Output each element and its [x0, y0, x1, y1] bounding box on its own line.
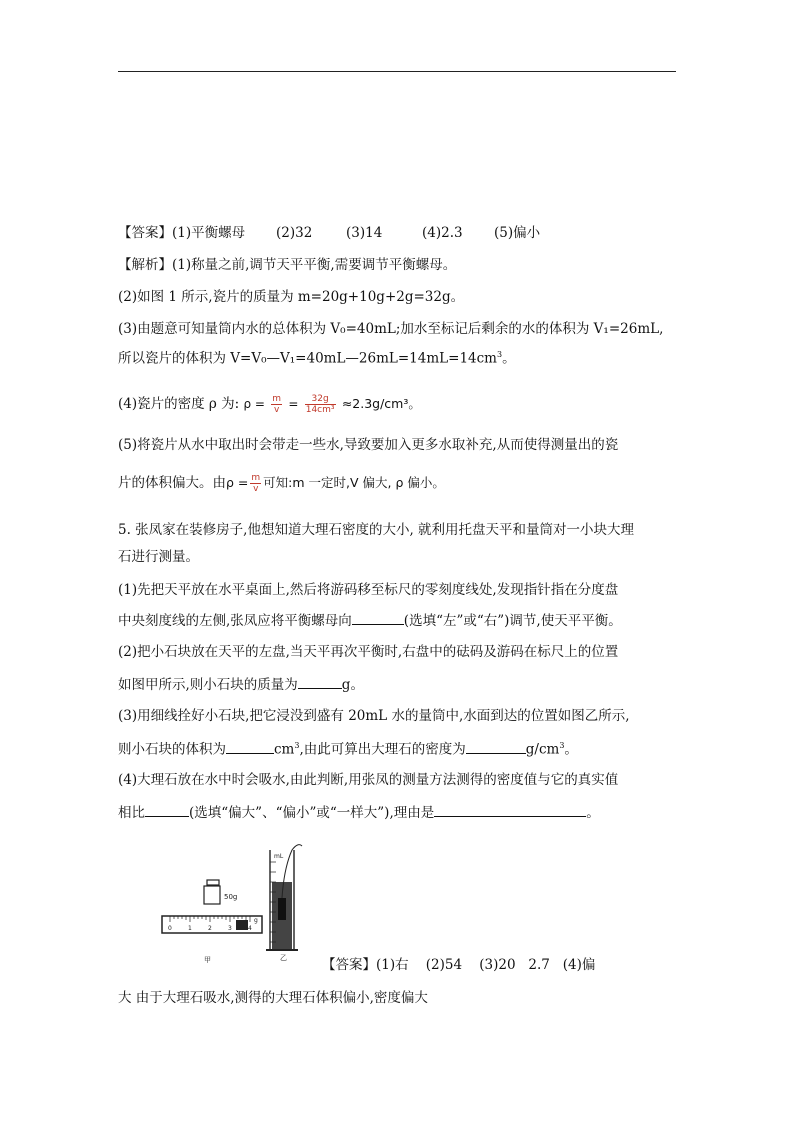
- answer-5-line-2: 大 由于大理石吸水,测得的大理石体积偏小,密度偏大: [118, 990, 428, 1006]
- rho-symbol: ρ =: [226, 475, 249, 490]
- answer-blank[interactable]: [466, 739, 526, 754]
- analysis-label: 【解析】: [118, 257, 172, 273]
- scale-tick-label: 0: [168, 925, 172, 932]
- question-text: g。: [341, 677, 364, 693]
- answer-5-line-1: [322, 955, 595, 975]
- answer-blank[interactable]: [226, 739, 274, 754]
- rho-symbol: ρ =: [243, 397, 265, 411]
- fraction-denominator: 14cm³: [305, 405, 335, 415]
- question-text: (选填“左”或“右”)调节,使天平平衡。: [403, 613, 622, 629]
- question-5-part-1b: [118, 610, 622, 631]
- analysis-line-4: [118, 345, 516, 369]
- weight-label: 50g: [224, 893, 238, 901]
- header-rule: [118, 71, 676, 72]
- analysis-text: 。: [502, 350, 516, 367]
- answer-text: (1)右 (2)54 (3)20 2.7 (4)偏: [376, 957, 596, 973]
- fraction-32-over-14: [305, 394, 336, 415]
- equals-sign: =: [288, 397, 299, 411]
- analysis-line-3: (3)由题意可知量筒内水的总体积为 V₀=40mL;加水至标记后剩余的水的体积为 V₁=26mL,: [118, 321, 664, 337]
- superscript: 3: [559, 741, 565, 750]
- analysis-line-7: [118, 473, 445, 494]
- answer-label: 【答案】: [322, 957, 376, 973]
- question-text: 相比: [118, 805, 145, 821]
- answer-4: [118, 223, 540, 243]
- analysis-line-2: (2)如图 1 所示,瓷片的质量为 m=20g+10g+2g=32g。: [118, 289, 465, 305]
- fraction-m-over-v: [271, 394, 282, 415]
- fraction-denominator: v: [274, 405, 280, 415]
- analysis-line-1: [118, 255, 456, 275]
- scale-tick-label: 3: [228, 925, 232, 932]
- figure-label-a: 甲: [204, 956, 211, 964]
- graduated-cylinder-icon: [266, 845, 302, 962]
- figure-label-b: 乙: [280, 954, 287, 962]
- unit-text: cm: [274, 741, 295, 758]
- fraction-denominator: v: [253, 484, 259, 494]
- scale-tick-label: 4: [248, 925, 252, 932]
- question-text: 则小石块的体积为: [118, 741, 226, 758]
- fraction-m-over-v: [250, 473, 261, 494]
- question-5-part-4a: (4)大理石放在水中时会吸水,由此判断,用张凤的测量方法测得的密度值与它的真实值: [118, 772, 619, 788]
- question-5-part-4b: [118, 802, 600, 823]
- question-5-part-3b: [118, 736, 578, 760]
- fraction-numerator: m: [272, 394, 282, 404]
- answer-item: (5)偏小: [494, 225, 541, 241]
- analysis-text: 片的体积偏大。由: [118, 475, 226, 491]
- rider-scale-icon: [162, 916, 262, 964]
- superscript: 3: [496, 350, 503, 359]
- answer-item: (2)32: [276, 225, 313, 241]
- question-5-part-3a: (3)用细线拴好小石块,把它浸没到盛有 20mL 水的量筒中,水面到达的位置如图乙所示,: [118, 708, 630, 724]
- balance-and-cylinder-figure: [160, 838, 310, 968]
- question-5-stem-1: 5. 张凤家在装修房子,他想知道大理石密度的大小, 就利用托盘天平和量筒对一小块大理: [118, 522, 635, 538]
- question-5-part-2a: (2)把小石块放在天平的左盘,当天平再次平衡时,右盘中的砝码及游码在标尺上的位置: [118, 644, 619, 660]
- question-5-part-1a: (1)先把天平放在水平桌面上,然后将游码移至标尺的零刻度线处,发现指针指在分度盘: [118, 582, 619, 598]
- question-5-part-2b: [118, 674, 364, 695]
- fraction-numerator: 32g: [305, 394, 336, 405]
- analysis-text: ≈2.3g/cm³。: [341, 396, 421, 411]
- question-text: 如图甲所示,则小石块的质量为: [118, 677, 298, 693]
- question-text: 中央刻度线的左侧,张凤应将平衡螺母向: [118, 613, 352, 629]
- answer-blank[interactable]: [145, 802, 189, 817]
- analysis-line-6: (5)将瓷片从水中取出时会带走一些水,导致要加入更多水取补充,从而使得测量出的瓷: [118, 437, 619, 453]
- question-text: 。: [586, 805, 600, 821]
- answer-blank[interactable]: [298, 674, 342, 689]
- answer-label: 【答案】: [118, 225, 172, 241]
- question-text: ,由此可算出大理石的密度为: [299, 741, 466, 758]
- cylinder-unit: mL: [274, 853, 284, 860]
- answer-item: (4)2.3: [422, 225, 463, 241]
- analysis-text: (4)瓷片的密度 ρ 为:: [118, 396, 240, 412]
- answer-item: (3)14: [346, 225, 383, 241]
- answer-blank[interactable]: [352, 610, 404, 625]
- fraction-numerator: m: [251, 473, 261, 483]
- rider-marker: [236, 920, 248, 930]
- unit-text: g/cm: [525, 741, 560, 758]
- scale-tick-label: 2: [208, 925, 212, 932]
- analysis-text: 所以瓷片的体积为 V=V₀—V₁=40mL—26mL=14mL=14cm: [118, 350, 497, 367]
- weight-50g-icon: [204, 880, 237, 904]
- superscript: 3: [294, 741, 300, 750]
- answer-item: (1)平衡螺母: [172, 225, 246, 241]
- question-text: (选填“偏大”、“偏小”或“一样大”),理由是: [189, 805, 435, 821]
- analysis-text: (1)称量之前,调节天平平衡,需要调节平衡螺母。: [172, 257, 457, 273]
- analysis-line-5: [118, 394, 421, 415]
- answer-blank[interactable]: [434, 802, 586, 817]
- scale-unit: g: [254, 917, 258, 924]
- question-5-stem-2: 石进行测量。: [118, 549, 199, 565]
- scale-tick-label: 1: [188, 925, 192, 932]
- question-text: 。: [564, 741, 578, 758]
- analysis-text: 可知:m 一定时,V 偏大, ρ 偏小。: [263, 475, 445, 490]
